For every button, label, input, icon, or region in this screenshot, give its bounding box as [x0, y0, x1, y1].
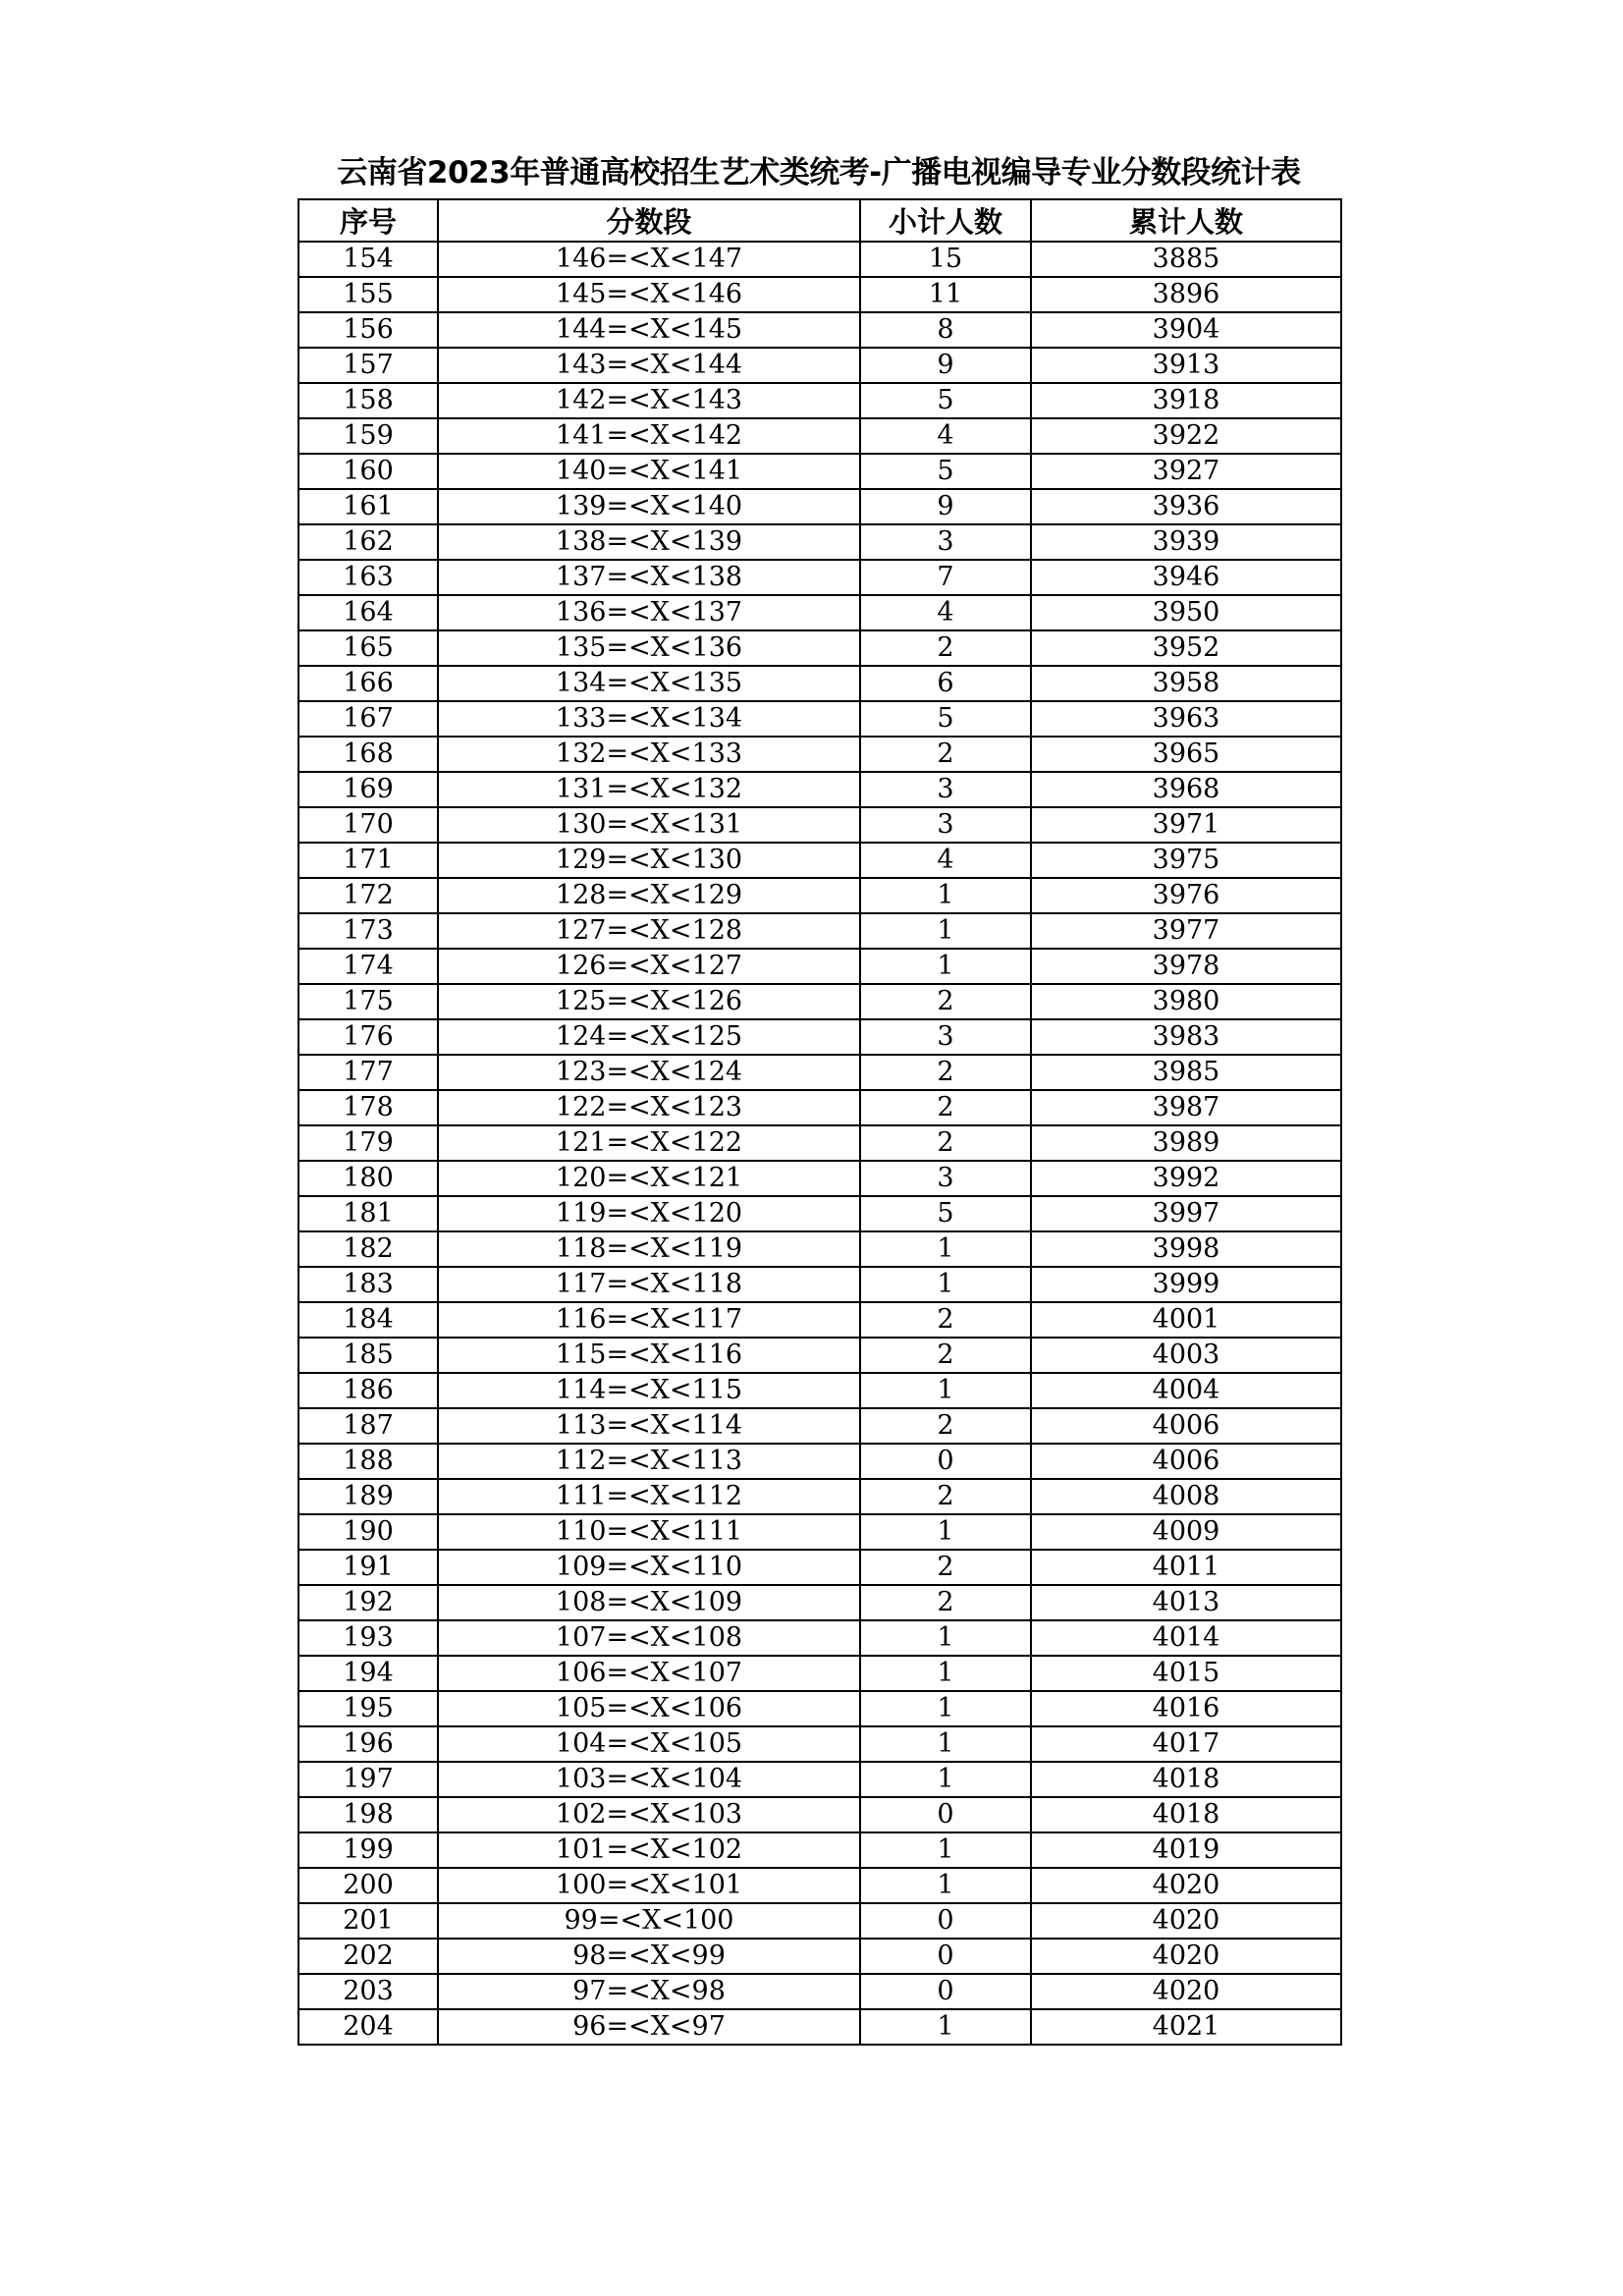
table-row — [298, 1196, 1341, 1231]
cell-seq-no: 174 — [298, 949, 438, 984]
cell-subtotal: 5 — [860, 701, 1031, 737]
cell-cumulative: 4021 — [1031, 2009, 1341, 2045]
cell-cumulative: 3992 — [1031, 1161, 1341, 1196]
cell-seq-no: 188 — [298, 1444, 438, 1479]
table-row — [298, 560, 1341, 595]
cell-seq-no: 198 — [298, 1797, 438, 1832]
cell-subtotal: 1 — [860, 949, 1031, 984]
cell-subtotal: 2 — [860, 1055, 1031, 1090]
cell-score-range: 120=<X<121 — [438, 1161, 860, 1196]
cell-score-range: 103=<X<104 — [438, 1762, 860, 1797]
cell-subtotal: 2 — [860, 1408, 1031, 1444]
cell-score-range: 138=<X<139 — [438, 524, 860, 560]
table-row — [298, 1550, 1341, 1585]
cell-cumulative: 4013 — [1031, 1585, 1341, 1620]
table-row — [298, 1656, 1341, 1691]
cell-cumulative: 3927 — [1031, 454, 1341, 489]
table-row — [298, 807, 1341, 843]
cell-score-range: 117=<X<118 — [438, 1267, 860, 1302]
cell-seq-no: 180 — [298, 1161, 438, 1196]
cell-score-range: 108=<X<109 — [438, 1585, 860, 1620]
cell-seq-no: 161 — [298, 489, 438, 524]
cell-cumulative: 3998 — [1031, 1231, 1341, 1267]
table-row — [298, 418, 1341, 454]
cell-score-range: 105=<X<106 — [438, 1691, 860, 1726]
table-row — [298, 1903, 1341, 1939]
table-header-row — [298, 199, 1341, 242]
cell-score-range: 136=<X<137 — [438, 595, 860, 630]
cell-subtotal: 3 — [860, 1019, 1031, 1055]
cell-seq-no: 165 — [298, 630, 438, 666]
cell-cumulative: 3977 — [1031, 913, 1341, 949]
table-row — [298, 242, 1341, 277]
cell-subtotal: 1 — [860, 1868, 1031, 1903]
cell-cumulative: 3950 — [1031, 595, 1341, 630]
cell-cumulative: 3976 — [1031, 878, 1341, 913]
cell-score-range: 113=<X<114 — [438, 1408, 860, 1444]
cell-cumulative: 3971 — [1031, 807, 1341, 843]
cell-score-range: 132=<X<133 — [438, 737, 860, 772]
table-row — [298, 1585, 1341, 1620]
cell-subtotal: 1 — [860, 1373, 1031, 1408]
cell-seq-no: 169 — [298, 772, 438, 807]
cell-score-range: 112=<X<113 — [438, 1444, 860, 1479]
cell-cumulative: 4020 — [1031, 1903, 1341, 1939]
cell-seq-no: 176 — [298, 1019, 438, 1055]
cell-cumulative: 4006 — [1031, 1444, 1341, 1479]
cell-subtotal: 3 — [860, 1161, 1031, 1196]
cell-cumulative: 3936 — [1031, 489, 1341, 524]
cell-subtotal: 1 — [860, 1762, 1031, 1797]
cell-subtotal: 4 — [860, 418, 1031, 454]
cell-subtotal: 1 — [860, 1267, 1031, 1302]
cell-seq-no: 172 — [298, 878, 438, 913]
cell-cumulative: 3963 — [1031, 701, 1341, 737]
cell-seq-no: 166 — [298, 666, 438, 701]
cell-seq-no: 154 — [298, 242, 438, 277]
cell-seq-no: 200 — [298, 1868, 438, 1903]
table-row — [298, 772, 1341, 807]
table-row — [298, 1090, 1341, 1125]
cell-cumulative: 3939 — [1031, 524, 1341, 560]
cell-cumulative: 4020 — [1031, 1939, 1341, 1974]
cell-score-range: 98=<X<99 — [438, 1939, 860, 1974]
cell-cumulative: 4015 — [1031, 1656, 1341, 1691]
cell-seq-no: 194 — [298, 1656, 438, 1691]
cell-seq-no: 159 — [298, 418, 438, 454]
cell-subtotal: 8 — [860, 312, 1031, 348]
cell-score-range: 123=<X<124 — [438, 1055, 860, 1090]
table-row — [298, 383, 1341, 418]
cell-seq-no: 186 — [298, 1373, 438, 1408]
cell-score-range: 146=<X<147 — [438, 242, 860, 277]
cell-score-range: 96=<X<97 — [438, 2009, 860, 2045]
cell-seq-no: 179 — [298, 1125, 438, 1161]
cell-score-range: 101=<X<102 — [438, 1832, 860, 1868]
table-row — [298, 1161, 1341, 1196]
cell-subtotal: 2 — [860, 1302, 1031, 1338]
cell-score-range: 118=<X<119 — [438, 1231, 860, 1267]
cell-subtotal: 9 — [860, 348, 1031, 383]
table-body — [298, 242, 1341, 2045]
cell-score-range: 116=<X<117 — [438, 1302, 860, 1338]
cell-subtotal: 15 — [860, 242, 1031, 277]
cell-seq-no: 183 — [298, 1267, 438, 1302]
table-row — [298, 843, 1341, 878]
cell-score-range: 134=<X<135 — [438, 666, 860, 701]
table-row — [298, 1444, 1341, 1479]
table-row — [298, 949, 1341, 984]
cell-subtotal: 4 — [860, 595, 1031, 630]
cell-cumulative: 4017 — [1031, 1726, 1341, 1762]
cell-seq-no: 170 — [298, 807, 438, 843]
cell-cumulative: 3904 — [1031, 312, 1341, 348]
cell-score-range: 110=<X<111 — [438, 1514, 860, 1550]
cell-subtotal: 5 — [860, 454, 1031, 489]
table-row — [298, 1691, 1341, 1726]
cell-cumulative: 3983 — [1031, 1019, 1341, 1055]
cell-seq-no: 195 — [298, 1691, 438, 1726]
cell-seq-no: 171 — [298, 843, 438, 878]
cell-cumulative: 3978 — [1031, 949, 1341, 984]
cell-subtotal: 2 — [860, 630, 1031, 666]
header-cumulative: 累计人数 — [1031, 199, 1341, 242]
cell-subtotal: 2 — [860, 1479, 1031, 1514]
cell-seq-no: 185 — [298, 1338, 438, 1373]
cell-subtotal: 0 — [860, 1939, 1031, 1974]
cell-cumulative: 3997 — [1031, 1196, 1341, 1231]
table-row — [298, 454, 1341, 489]
cell-cumulative: 4008 — [1031, 1479, 1341, 1514]
table-row — [298, 1939, 1341, 1974]
cell-score-range: 128=<X<129 — [438, 878, 860, 913]
cell-score-range: 126=<X<127 — [438, 949, 860, 984]
cell-score-range: 124=<X<125 — [438, 1019, 860, 1055]
cell-cumulative: 3968 — [1031, 772, 1341, 807]
cell-cumulative: 3985 — [1031, 1055, 1341, 1090]
cell-cumulative: 4019 — [1031, 1832, 1341, 1868]
cell-cumulative: 3946 — [1031, 560, 1341, 595]
cell-subtotal: 11 — [860, 277, 1031, 312]
cell-score-range: 127=<X<128 — [438, 913, 860, 949]
cell-seq-no: 199 — [298, 1832, 438, 1868]
cell-subtotal: 1 — [860, 1514, 1031, 1550]
cell-score-range: 99=<X<100 — [438, 1903, 860, 1939]
table-row — [298, 1338, 1341, 1373]
cell-score-range: 121=<X<122 — [438, 1125, 860, 1161]
cell-cumulative: 3922 — [1031, 418, 1341, 454]
cell-cumulative: 3975 — [1031, 843, 1341, 878]
cell-subtotal: 3 — [860, 807, 1031, 843]
cell-seq-no: 204 — [298, 2009, 438, 2045]
table-row — [298, 1620, 1341, 1656]
table-row — [298, 1974, 1341, 2009]
cell-score-range: 135=<X<136 — [438, 630, 860, 666]
cell-cumulative: 4018 — [1031, 1797, 1341, 1832]
cell-seq-no: 190 — [298, 1514, 438, 1550]
cell-score-range: 104=<X<105 — [438, 1726, 860, 1762]
cell-seq-no: 156 — [298, 312, 438, 348]
cell-cumulative: 4004 — [1031, 1373, 1341, 1408]
cell-subtotal: 3 — [860, 772, 1031, 807]
cell-subtotal: 4 — [860, 843, 1031, 878]
cell-score-range: 111=<X<112 — [438, 1479, 860, 1514]
cell-cumulative: 4009 — [1031, 1514, 1341, 1550]
cell-seq-no: 155 — [298, 277, 438, 312]
cell-subtotal: 1 — [860, 878, 1031, 913]
cell-score-range: 140=<X<141 — [438, 454, 860, 489]
table-row — [298, 701, 1341, 737]
cell-seq-no: 189 — [298, 1479, 438, 1514]
cell-subtotal: 0 — [860, 1797, 1031, 1832]
cell-seq-no: 181 — [298, 1196, 438, 1231]
cell-cumulative: 3958 — [1031, 666, 1341, 701]
table-row — [298, 1762, 1341, 1797]
cell-cumulative: 3980 — [1031, 984, 1341, 1019]
cell-seq-no: 168 — [298, 737, 438, 772]
cell-subtotal: 1 — [860, 1832, 1031, 1868]
cell-subtotal: 1 — [860, 1656, 1031, 1691]
cell-cumulative: 4003 — [1031, 1338, 1341, 1373]
table-row — [298, 277, 1341, 312]
table-row — [298, 1373, 1341, 1408]
cell-cumulative: 4020 — [1031, 1868, 1341, 1903]
cell-subtotal: 0 — [860, 1444, 1031, 1479]
table-row — [298, 666, 1341, 701]
cell-subtotal: 9 — [860, 489, 1031, 524]
table-row — [298, 1055, 1341, 1090]
cell-seq-no: 192 — [298, 1585, 438, 1620]
cell-score-range: 125=<X<126 — [438, 984, 860, 1019]
cell-cumulative: 4006 — [1031, 1408, 1341, 1444]
cell-subtotal: 1 — [860, 1691, 1031, 1726]
cell-subtotal: 1 — [860, 2009, 1031, 2045]
cell-seq-no: 163 — [298, 560, 438, 595]
header-seq-no: 序号 — [298, 199, 438, 242]
cell-subtotal: 2 — [860, 1338, 1031, 1373]
cell-score-range: 109=<X<110 — [438, 1550, 860, 1585]
cell-subtotal: 2 — [860, 737, 1031, 772]
cell-score-range: 131=<X<132 — [438, 772, 860, 807]
cell-seq-no: 193 — [298, 1620, 438, 1656]
cell-cumulative: 3999 — [1031, 1267, 1341, 1302]
table-row — [298, 913, 1341, 949]
table-row — [298, 1868, 1341, 1903]
cell-subtotal: 2 — [860, 1550, 1031, 1585]
cell-cumulative: 4014 — [1031, 1620, 1341, 1656]
cell-score-range: 133=<X<134 — [438, 701, 860, 737]
cell-subtotal: 0 — [860, 1974, 1031, 2009]
score-distribution-table — [298, 198, 1342, 2046]
table-row — [298, 2009, 1341, 2045]
table-row — [298, 984, 1341, 1019]
table-row — [298, 1231, 1341, 1267]
cell-score-range: 119=<X<120 — [438, 1196, 860, 1231]
table-row — [298, 595, 1341, 630]
table-row — [298, 1797, 1341, 1832]
cell-cumulative: 3965 — [1031, 737, 1341, 772]
cell-subtotal: 1 — [860, 1726, 1031, 1762]
cell-seq-no: 162 — [298, 524, 438, 560]
cell-score-range: 142=<X<143 — [438, 383, 860, 418]
cell-subtotal: 7 — [860, 560, 1031, 595]
cell-seq-no: 178 — [298, 1090, 438, 1125]
table-row — [298, 1832, 1341, 1868]
table-row — [298, 1302, 1341, 1338]
table-row — [298, 1267, 1341, 1302]
document-title: 云南省2023年普通高校招生艺术类统考-广播电视编导专业分数段统计表 — [337, 155, 1301, 191]
cell-seq-no: 160 — [298, 454, 438, 489]
table-row — [298, 1408, 1341, 1444]
cell-subtotal: 5 — [860, 1196, 1031, 1231]
table-row — [298, 312, 1341, 348]
cell-score-range: 141=<X<142 — [438, 418, 860, 454]
cell-seq-no: 196 — [298, 1726, 438, 1762]
cell-seq-no: 167 — [298, 701, 438, 737]
cell-seq-no: 177 — [298, 1055, 438, 1090]
cell-subtotal: 6 — [860, 666, 1031, 701]
cell-cumulative: 4016 — [1031, 1691, 1341, 1726]
cell-seq-no: 175 — [298, 984, 438, 1019]
cell-subtotal: 1 — [860, 1620, 1031, 1656]
cell-subtotal: 0 — [860, 1903, 1031, 1939]
header-score-range: 分数段 — [438, 199, 860, 242]
cell-cumulative: 3913 — [1031, 348, 1341, 383]
cell-cumulative: 4001 — [1031, 1302, 1341, 1338]
table-row — [298, 630, 1341, 666]
table-row — [298, 1125, 1341, 1161]
cell-score-range: 100=<X<101 — [438, 1868, 860, 1903]
cell-score-range: 143=<X<144 — [438, 348, 860, 383]
cell-subtotal: 2 — [860, 1090, 1031, 1125]
cell-subtotal: 3 — [860, 524, 1031, 560]
cell-seq-no: 203 — [298, 1974, 438, 2009]
cell-seq-no: 158 — [298, 383, 438, 418]
cell-score-range: 139=<X<140 — [438, 489, 860, 524]
cell-seq-no: 157 — [298, 348, 438, 383]
cell-score-range: 102=<X<103 — [438, 1797, 860, 1832]
cell-seq-no: 187 — [298, 1408, 438, 1444]
cell-seq-no: 201 — [298, 1903, 438, 1939]
table-row — [298, 348, 1341, 383]
cell-score-range: 130=<X<131 — [438, 807, 860, 843]
cell-cumulative: 3989 — [1031, 1125, 1341, 1161]
cell-seq-no: 197 — [298, 1762, 438, 1797]
cell-cumulative: 3918 — [1031, 383, 1341, 418]
cell-cumulative: 4011 — [1031, 1550, 1341, 1585]
cell-score-range: 145=<X<146 — [438, 277, 860, 312]
cell-cumulative: 3896 — [1031, 277, 1341, 312]
cell-cumulative: 3885 — [1031, 242, 1341, 277]
cell-seq-no: 164 — [298, 595, 438, 630]
table-row — [298, 1726, 1341, 1762]
cell-subtotal: 2 — [860, 984, 1031, 1019]
cell-subtotal: 1 — [860, 1231, 1031, 1267]
table-row — [298, 737, 1341, 772]
cell-score-range: 129=<X<130 — [438, 843, 860, 878]
cell-subtotal: 1 — [860, 913, 1031, 949]
cell-cumulative: 4020 — [1031, 1974, 1341, 2009]
cell-score-range: 114=<X<115 — [438, 1373, 860, 1408]
cell-score-range: 115=<X<116 — [438, 1338, 860, 1373]
cell-cumulative: 3987 — [1031, 1090, 1341, 1125]
table-row — [298, 1514, 1341, 1550]
cell-score-range: 107=<X<108 — [438, 1620, 860, 1656]
cell-score-range: 106=<X<107 — [438, 1656, 860, 1691]
cell-seq-no: 173 — [298, 913, 438, 949]
cell-seq-no: 182 — [298, 1231, 438, 1267]
cell-seq-no: 184 — [298, 1302, 438, 1338]
table-row — [298, 1479, 1341, 1514]
cell-score-range: 97=<X<98 — [438, 1974, 860, 2009]
cell-subtotal: 2 — [860, 1585, 1031, 1620]
table-row — [298, 524, 1341, 560]
cell-seq-no: 202 — [298, 1939, 438, 1974]
header-subtotal: 小计人数 — [860, 199, 1031, 242]
cell-subtotal: 5 — [860, 383, 1031, 418]
cell-score-range: 144=<X<145 — [438, 312, 860, 348]
table-row — [298, 878, 1341, 913]
table-row — [298, 489, 1341, 524]
cell-cumulative: 3952 — [1031, 630, 1341, 666]
table-row — [298, 1019, 1341, 1055]
cell-subtotal: 2 — [860, 1125, 1031, 1161]
cell-seq-no: 191 — [298, 1550, 438, 1585]
cell-score-range: 137=<X<138 — [438, 560, 860, 595]
cell-score-range: 122=<X<123 — [438, 1090, 860, 1125]
cell-cumulative: 4018 — [1031, 1762, 1341, 1797]
